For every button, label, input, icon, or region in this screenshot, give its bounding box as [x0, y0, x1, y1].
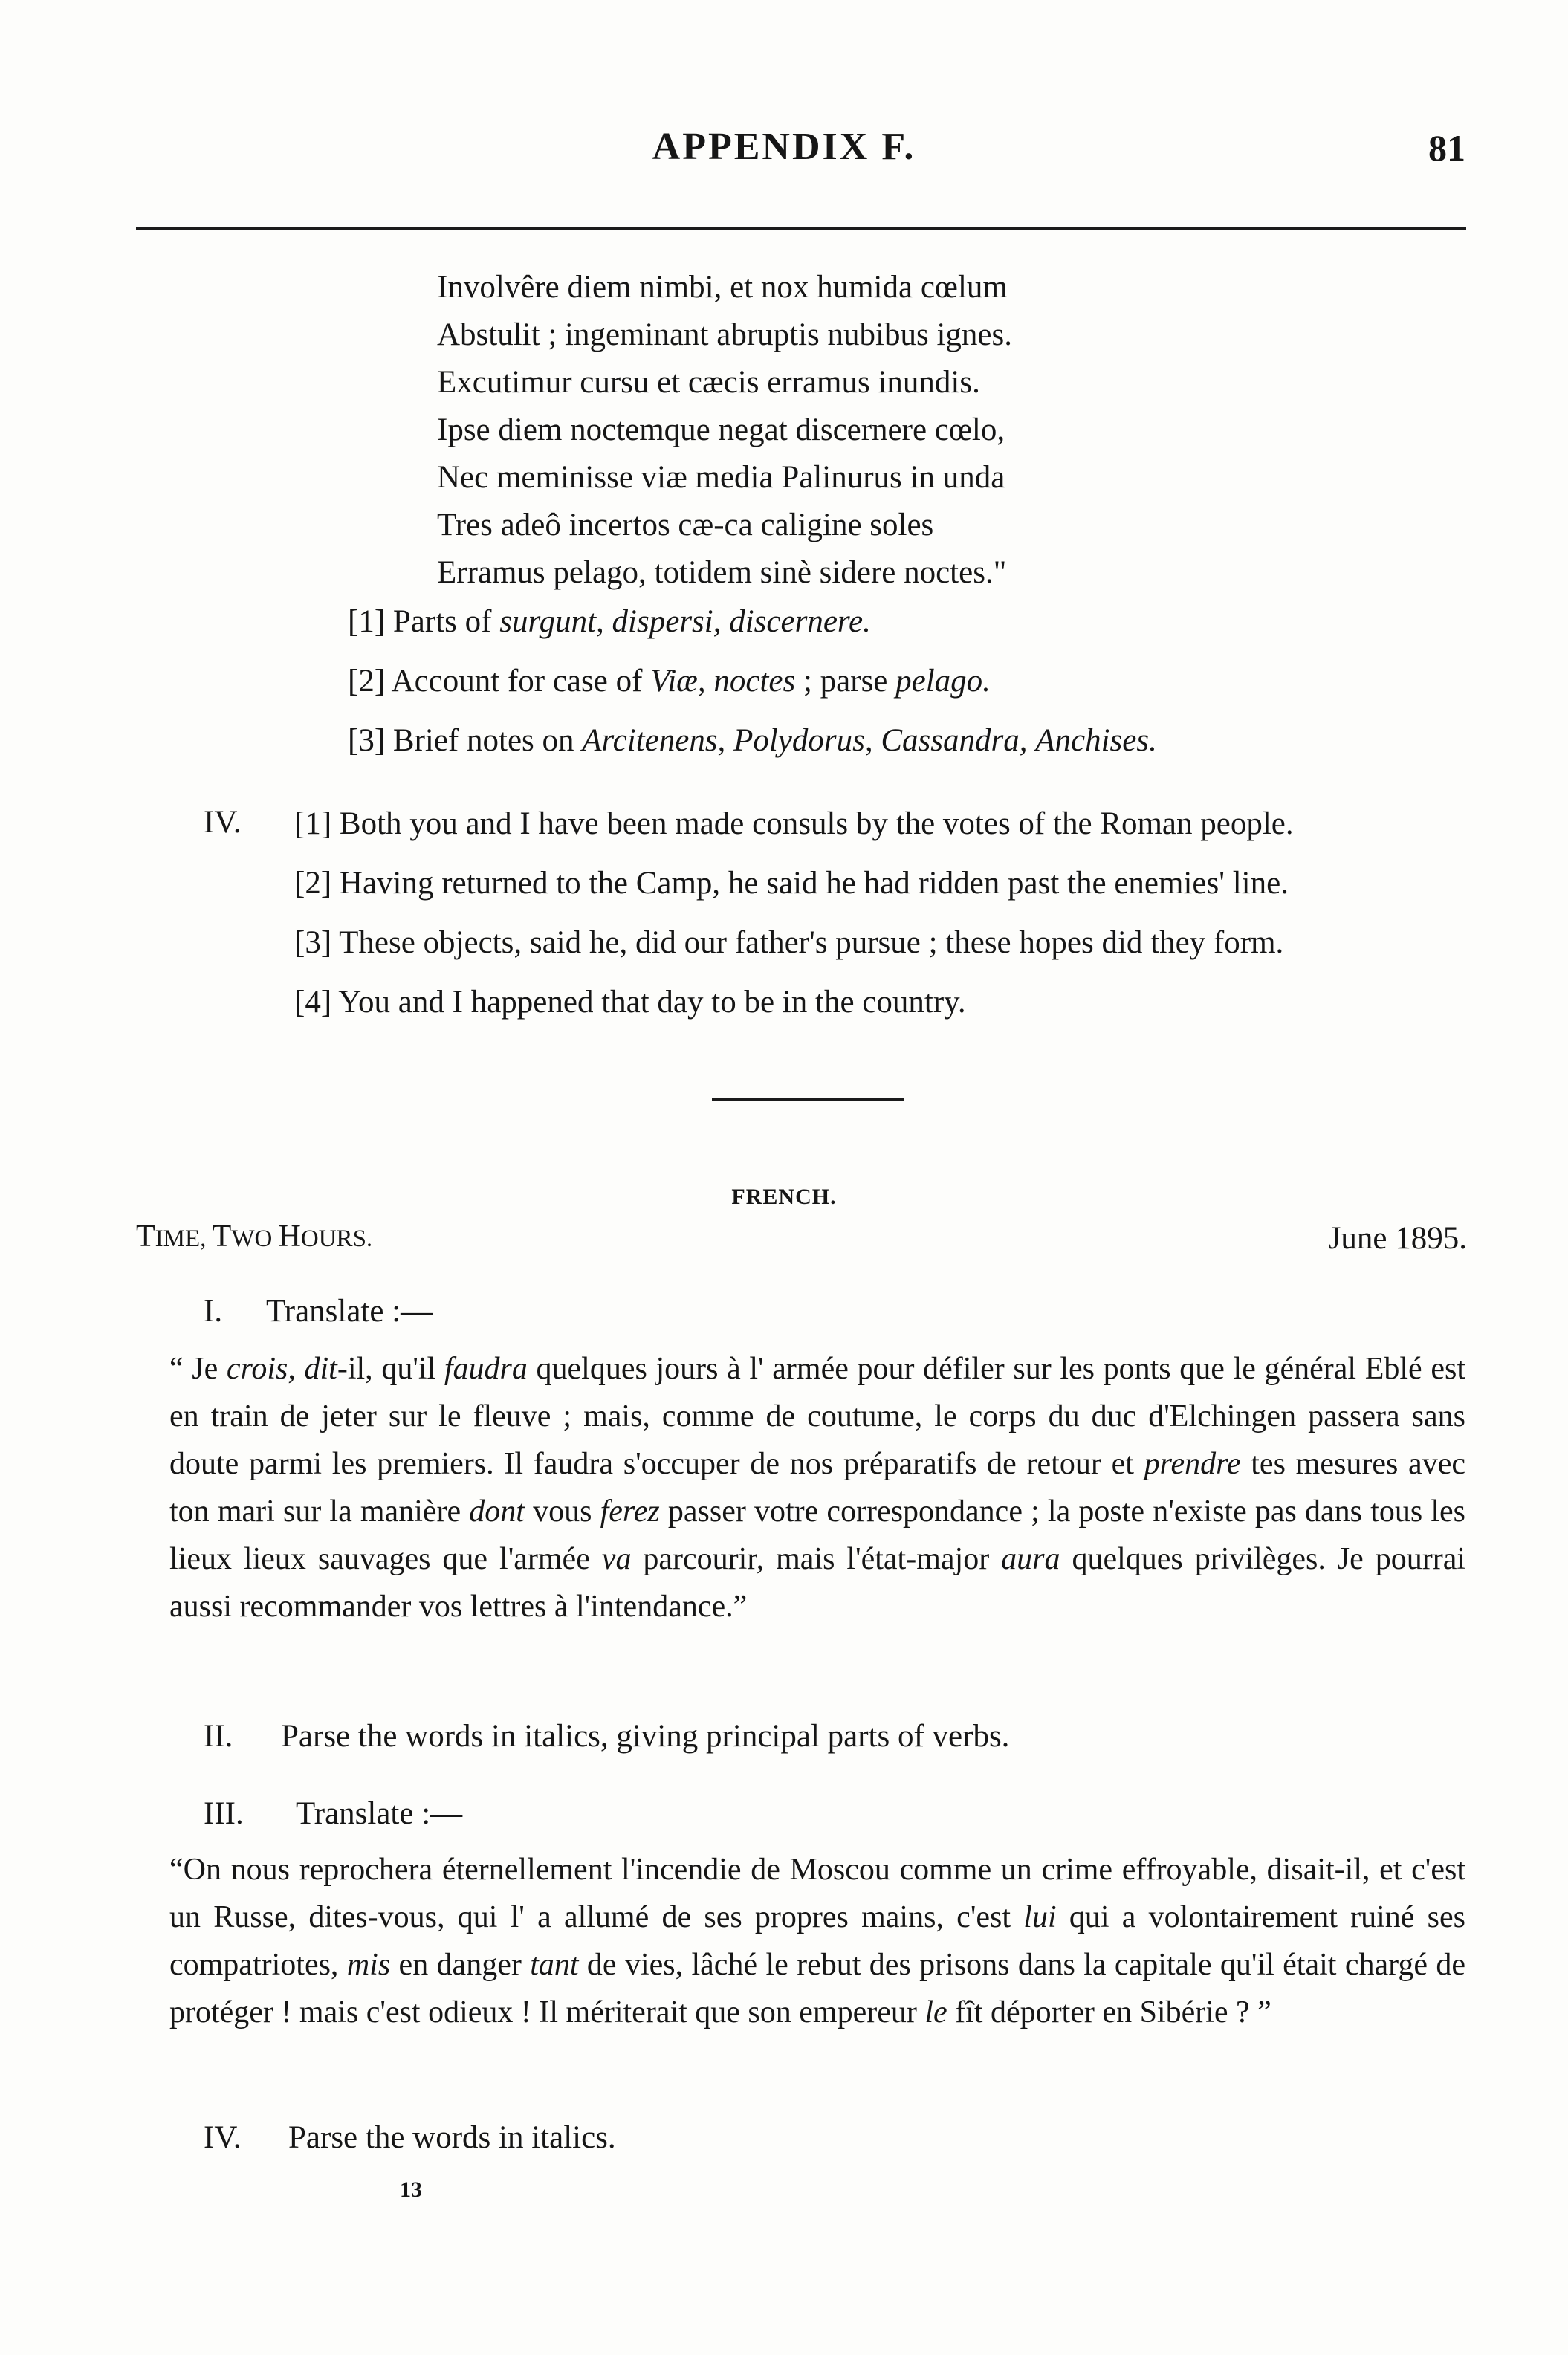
french-passage-2 [169, 1846, 1465, 2036]
latin-question [348, 722, 1157, 759]
page-header-title: APPENDIX F. [652, 126, 916, 168]
translation-item [294, 865, 1289, 901]
spacer [873, 723, 881, 758]
italic-word: dont [469, 1494, 525, 1529]
time-text: T [136, 1219, 155, 1254]
page-number: 81 [1428, 127, 1465, 169]
italic-word: noctes [713, 664, 796, 699]
item-number: [1] [294, 806, 332, 841]
question-number: [2] [348, 664, 386, 699]
passage-text: “On nous reprochera éternellement l'incendie de Moscou comme un crime effroyable, disait-il, et c'est un Russe, dites-vous, qui l' a allumé de ses propres mains, c'est [169, 1853, 1465, 1934]
item-number: [4] [294, 985, 332, 1020]
item-text: These objects, said he, did our father's pursue ; these hopes did they form. [339, 925, 1284, 960]
italic-word: prendre [1144, 1447, 1241, 1481]
italic-word: Arcitenens, [582, 723, 726, 758]
italic-word: Viæ, [650, 664, 706, 699]
question-label: III. [204, 1796, 244, 1831]
italic-word: mis [346, 1948, 391, 1982]
italic-word: crois, [226, 1352, 296, 1386]
question-label: II. [204, 1719, 233, 1754]
header-rule [136, 227, 1466, 230]
question-text: Parts of [392, 604, 500, 639]
poem-line: Nec meminisse viæ media Palinurus in unda [437, 460, 1005, 495]
italic-word: pelago. [895, 664, 991, 699]
time-text: IME, [155, 1225, 213, 1252]
exam-date: June 1895. [1328, 1221, 1467, 1256]
spacer [725, 723, 733, 758]
passage-text: vous [524, 1494, 600, 1529]
poem-line: Tres adeô incertos cæ-ca caligine soles [437, 508, 934, 542]
poem-line: Erramus pelago, totidem sinè sidere noctes." [437, 555, 1007, 590]
question-text: Brief notes on [392, 723, 583, 758]
passage-text: en danger [390, 1948, 531, 1982]
italic-word: surgunt, [499, 604, 604, 639]
time-text: H [278, 1219, 301, 1254]
poem-line: Involvêre diem nimbi, et nox humida cœlum [437, 270, 1008, 305]
poem-line: Abstulit ; ingeminant abruptis nubibus ignes. [437, 317, 1012, 352]
question-text: Translate :— [266, 1294, 433, 1329]
italic-word: ferez [600, 1494, 660, 1529]
section-divider [712, 1098, 904, 1101]
italic-word: va [601, 1542, 632, 1576]
question-number: [3] [348, 723, 386, 758]
spacer [706, 664, 714, 699]
passage-text: “ Je [169, 1352, 227, 1386]
italic-word: dispersi, [612, 604, 722, 639]
passage-text: quelques privilèges. Je pourrai aussi recommander vos lettres à l'intendance.” [169, 1542, 1465, 1624]
time-text: OURS. [300, 1225, 373, 1252]
poem-line: Excutimur cursu et cæcis erramus inundis. [437, 365, 980, 400]
time-text: T [212, 1219, 232, 1254]
passage-text: quelques jours à l' armée pour défiler sur les ponts que le général Eblé est en train de jeter sur le fleuve ; mais, comme de coutume, le corps du duc d'Elchingen passera sans doute parmi les premiers. Il faudra s'occuper de nos préparatifs de retour et [169, 1352, 1465, 1481]
italic-word: Cassandra, [881, 723, 1028, 758]
item-number: [2] [294, 866, 332, 901]
italic-word: Anchises. [1035, 723, 1157, 758]
item-text: Having returned to the Camp, he said he had ridden past the enemies' line. [339, 866, 1289, 901]
section-title: FRENCH. [731, 1185, 837, 1209]
translation-item [294, 984, 966, 1020]
latin-question [348, 663, 991, 699]
question-text: Account for case of [391, 664, 651, 699]
italic-word: faudra [444, 1352, 528, 1386]
italic-word: Polydorus, [733, 723, 873, 758]
section-label: IV. [204, 805, 242, 840]
question-label: IV. [204, 2120, 242, 2155]
item-text: You and I happened that day to be in the country. [338, 985, 966, 1020]
passage-text: passer votre correspondance ; la poste n'existe pas dans tous les lieux lieux sauvages que l'armée [169, 1494, 1465, 1576]
passage-text: qui a volontairement ruiné ses compatriotes, [169, 1900, 1465, 1982]
question-text: Parse the words in italics. [288, 2120, 616, 2155]
question-label: I. [204, 1294, 223, 1329]
italic-word: lui [1023, 1900, 1057, 1934]
latin-question [348, 603, 871, 640]
translation-item [294, 924, 1283, 961]
item-text: Both you and I have been made consuls by the votes of the Roman people. [339, 806, 1294, 841]
passage-text: de vies, lâché le rebut des prisons dans la capitale qu'il était chargé de protéger ! mais c'est odieux ! Il mériterait que son empereur [169, 1948, 1465, 2030]
passage-text: tes mesures avec ton mari sur la manière [169, 1447, 1465, 1529]
italic-word: tant [530, 1948, 579, 1982]
spacer [604, 604, 612, 639]
exam-time [136, 1219, 372, 1254]
italic-word: dit [304, 1352, 337, 1386]
italic-word: discernere. [729, 604, 871, 639]
italic-word: aura [1001, 1542, 1060, 1576]
passage-text: fît déporter en Sibérie ? ” [947, 1995, 1271, 2030]
spacer [721, 604, 729, 639]
translation-item [294, 806, 1294, 842]
question-text: Parse the words in italics, giving principal parts of verbs. [281, 1719, 1010, 1754]
french-passage-1 [169, 1345, 1465, 1630]
spacer: ; parse [795, 664, 896, 699]
poem-line: Ipse diem noctemque negat discernere cœlo, [437, 412, 1005, 447]
question-text: Translate :— [296, 1796, 463, 1831]
passage-text: parcourir, mais l'état-major [631, 1542, 1002, 1576]
signature-mark: 13 [400, 2177, 422, 2202]
item-number: [3] [294, 925, 332, 960]
time-text: WO [231, 1225, 279, 1252]
passage-text: -il, qu'il [337, 1352, 444, 1386]
spacer [1027, 723, 1035, 758]
passage-text [296, 1352, 305, 1386]
question-number: [1] [348, 604, 386, 639]
italic-word: le [924, 1995, 947, 2030]
